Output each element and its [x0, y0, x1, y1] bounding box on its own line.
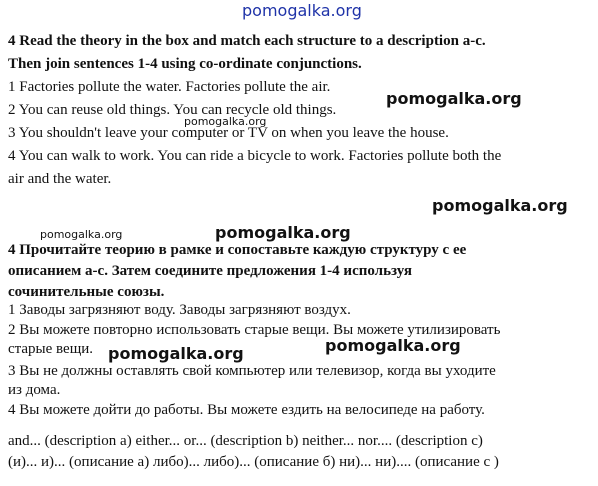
- english-heading-line-1: 4 Read the theory in the box and match each structure to a description a-c.: [8, 33, 486, 49]
- english-item-4-line-1: 4 You can walk to work. You can ride a bicycle to work. Factories pollute both the: [8, 148, 502, 164]
- english-item-3: 3 You shouldn't leave your computer or TV on when you leave the house.: [8, 125, 449, 141]
- russian-heading-line-2: описанием a-c. Затем соедините предложения 1-4 используя: [8, 263, 412, 279]
- russian-item-3-line-2: из дома.: [8, 382, 61, 398]
- conjunctions-russian: (и)... и)... (описание а) либо)... либо)... (описание б) ни)... ни).... (описание с ): [8, 454, 499, 470]
- watermark-right-3: pomogalka.org: [325, 336, 461, 355]
- watermark-left: pomogalka.org: [108, 344, 244, 363]
- english-item-2: 2 You can reuse old things. You can recycle old things.: [8, 102, 337, 118]
- watermark-small-1: pomogalka.org: [184, 115, 267, 128]
- russian-item-2-line-1: 2 Вы можете повторно использовать старые вещи. Вы можете утилизировать: [8, 322, 501, 338]
- russian-heading-line-3: сочинительные союзы.: [8, 284, 165, 300]
- watermark-right-1: pomogalka.org: [386, 89, 522, 108]
- watermark-center: pomogalka.org: [215, 223, 351, 242]
- watermark-right-2: pomogalka.org: [432, 196, 568, 215]
- english-item-4-line-2: air and the water.: [8, 171, 112, 187]
- english-item-1: 1 Factories pollute the water. Factories pollute the air.: [8, 79, 331, 95]
- watermark-small-2: pomogalka.org: [40, 228, 123, 241]
- conjunctions-english: and... (description a) either... or... (description b) neither... nor.... (description c): [8, 433, 483, 449]
- russian-item-3-line-1: 3 Вы не должны оставлять свой компьютер или телевизор, когда вы уходите: [8, 363, 496, 379]
- russian-item-4: 4 Вы можете дойти до работы. Вы можете ездить на велосипеде на работу.: [8, 402, 485, 418]
- watermark-top: pomogalka.org: [242, 1, 362, 20]
- russian-heading-line-1: 4 Прочитайте теорию в рамке и сопоставьте каждую структуру с ее: [8, 242, 467, 258]
- english-heading-line-2: Then join sentences 1-4 using co-ordinate conjunctions.: [8, 56, 362, 72]
- russian-item-1: 1 Заводы загрязняют воду. Заводы загрязняют воздух.: [8, 302, 351, 318]
- russian-item-2-line-2: старые вещи.: [8, 341, 94, 357]
